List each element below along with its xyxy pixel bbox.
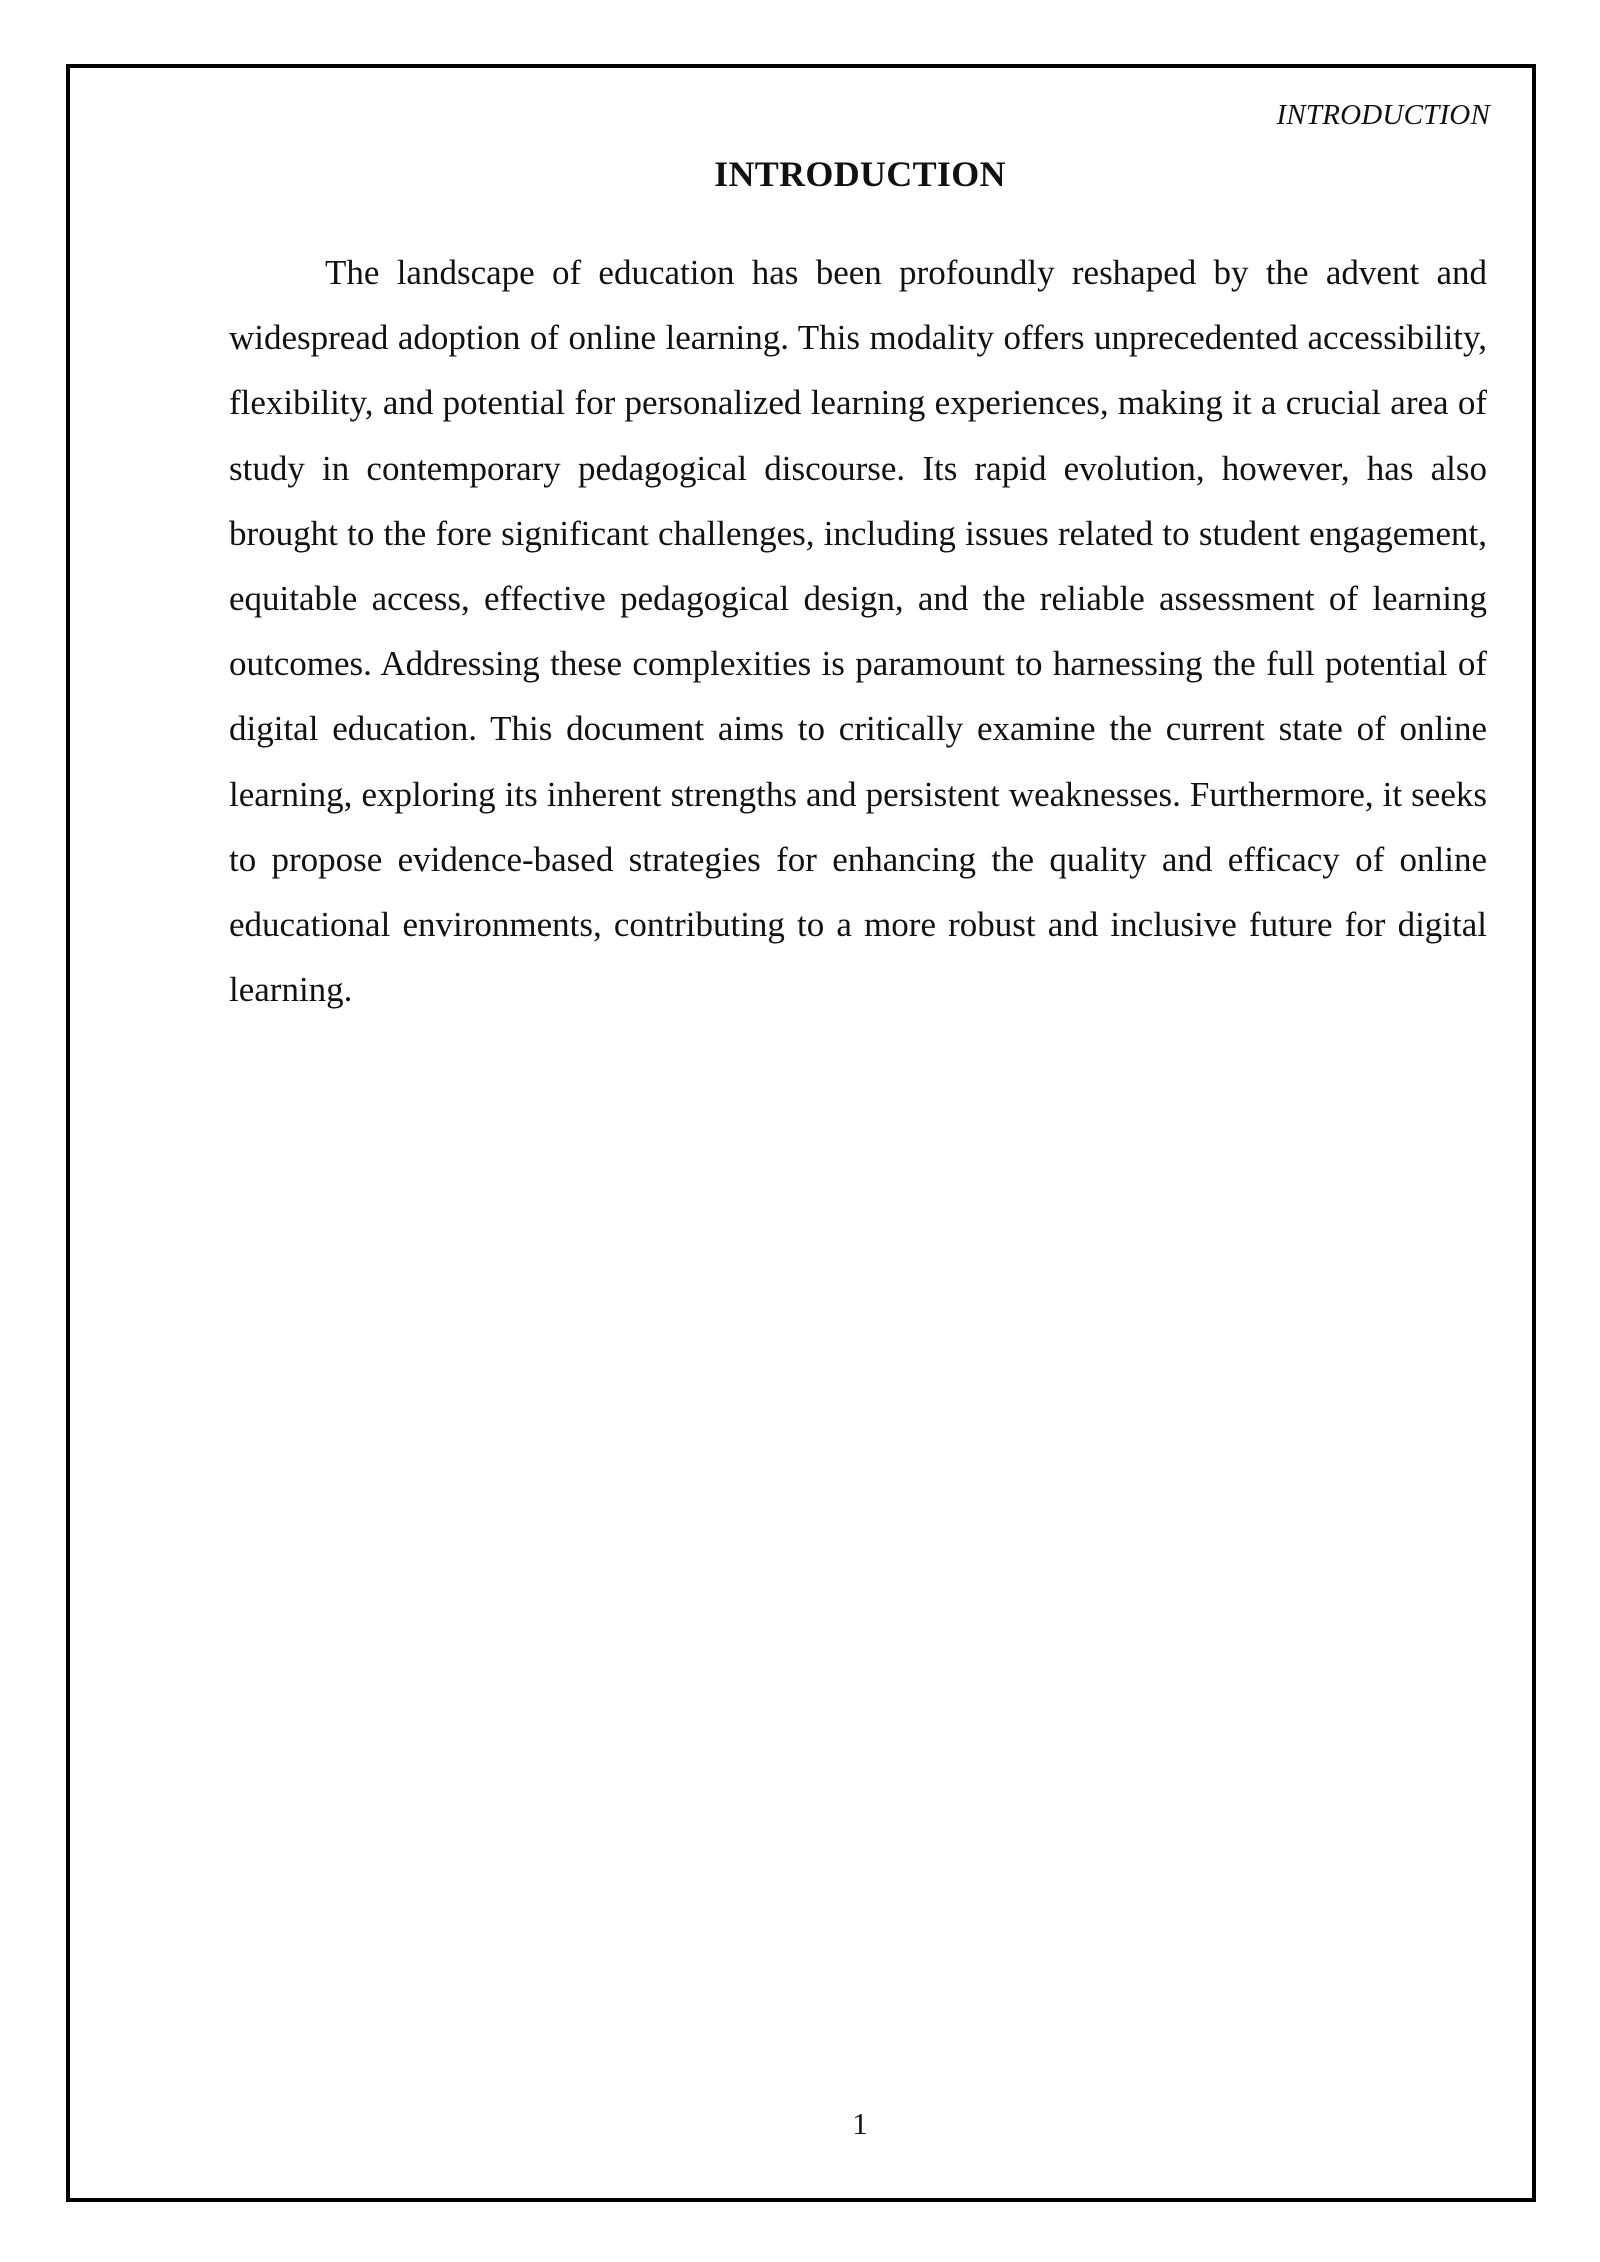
page-number: 1 <box>852 2106 868 2141</box>
body-paragraph: The landscape of education has been profoundly reshaped by the advent and widespread adoption of online learning. This modality offers unprecedented accessibility, flexibility, and potential for personalized learning experiences, making it a crucial area of study in contemporary pedagogical discourse. Its rapid evolution, however, has also brought to the fore significant challenges, including issues related to student engagement, equitable access, effective pedagogical design, and the reliable assessment of learning outcomes. Addressing these complexities is paramount to harnessing the full potential of digital education. This document aims to critically examine the current state of online learning, exploring its inherent strengths and persistent weaknesses. Furthermore, it seeks to propose evidence-based strategies for enhancing the quality and efficacy of online educational environments, contributing to a more robust and inclusive future for digital learning. <box>229 253 1487 1010</box>
running-header: INTRODUCTION <box>1276 99 1490 131</box>
page-title: INTRODUCTION <box>714 154 1006 194</box>
